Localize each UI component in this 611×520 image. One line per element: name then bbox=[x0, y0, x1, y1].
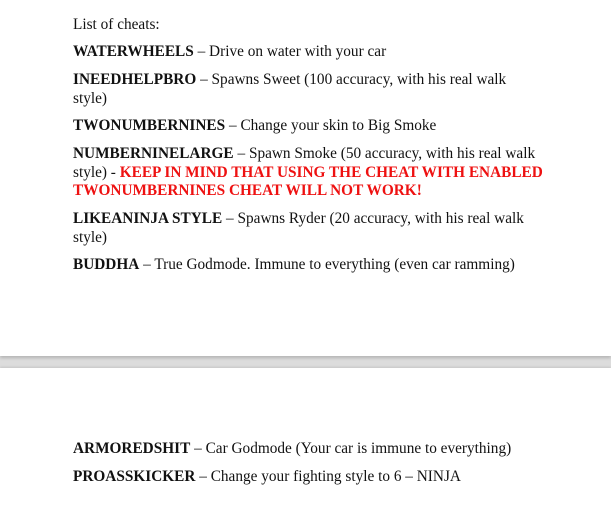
cheat-code: BUDDHA bbox=[73, 256, 140, 273]
cheat-description: – Car Godmode (Your car is immune to everything) bbox=[190, 440, 512, 457]
cheat-entry bbox=[73, 440, 543, 459]
cheat-entry bbox=[73, 71, 543, 108]
cheat-code: TWONUMBERNINES bbox=[73, 117, 226, 134]
cheat-entry bbox=[73, 145, 543, 201]
cheat-description: – Change your fighting style to 6 – NINJA bbox=[195, 468, 461, 485]
cheat-code: LIKEANINJA STYLE bbox=[73, 210, 223, 227]
cheat-description: – Drive on water with your car bbox=[193, 43, 387, 60]
document-page-2 bbox=[0, 368, 611, 520]
cheat-description: – Spawns Sweet (100 accuracy, with his real walk style) bbox=[73, 71, 507, 107]
cheat-entry bbox=[73, 43, 543, 62]
cheat-code: ARMOREDSHIT bbox=[73, 440, 191, 457]
warning-text: KEEP IN MIND THAT USING THE CHEAT WITH ENABLED TWONUMBERNINES CHEAT WILL NOT WORK! bbox=[73, 163, 543, 199]
cheat-entry bbox=[73, 117, 543, 136]
cheat-code: NUMBERNINELARGE bbox=[73, 145, 234, 162]
cheat-code: INEEDHELPBRO bbox=[73, 71, 197, 88]
cheat-entry bbox=[73, 468, 543, 487]
cheat-description: – Spawns Ryder (20 accuracy, with his real walk style) bbox=[73, 210, 524, 246]
cheat-entry bbox=[73, 210, 543, 247]
cheat-entry bbox=[73, 256, 543, 275]
cheat-description: – Spawn Smoke (50 accuracy, with his real walk style) - bbox=[73, 145, 536, 181]
cheat-description: – Change your skin to Big Smoke bbox=[225, 117, 437, 134]
cheat-description: – True Godmode. Immune to everything (even car ramming) bbox=[139, 256, 515, 273]
list-title: List of cheats: bbox=[73, 16, 160, 33]
cheat-code: WATERWHEELS bbox=[73, 43, 194, 60]
cheat-code: PROASSKICKER bbox=[73, 468, 196, 485]
